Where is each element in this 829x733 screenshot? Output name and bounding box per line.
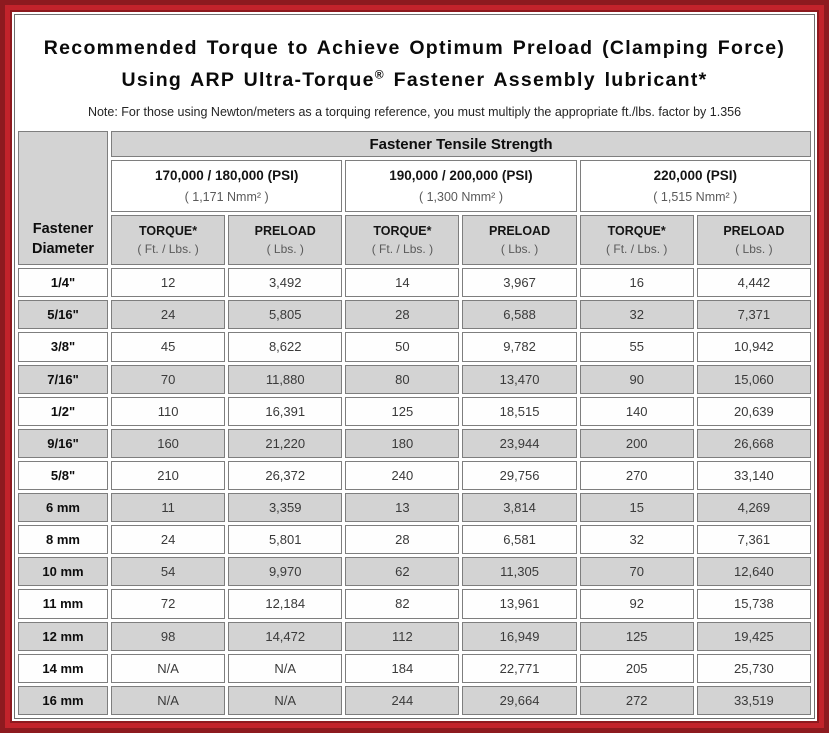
table-row bbox=[18, 622, 811, 651]
torque-value-cell: 80 bbox=[345, 365, 459, 394]
fastener-diameter-cell: 14 mm bbox=[18, 654, 108, 683]
preload-value-cell: 10,942 bbox=[697, 332, 811, 361]
torque-value-cell: 24 bbox=[111, 300, 225, 329]
fastener-diameter-cell: 7/16" bbox=[18, 365, 108, 394]
title-line2-text-cont: Fastener Assembly lubricant* bbox=[384, 68, 708, 91]
table-row bbox=[18, 525, 811, 554]
fastener-diameter-cell: 11 mm bbox=[18, 589, 108, 618]
preload-value-cell: 25,730 bbox=[697, 654, 811, 683]
preload-value-cell: 15,738 bbox=[697, 589, 811, 618]
fastener-diameter-cell: 8 mm bbox=[18, 525, 108, 554]
torque-value-cell: 55 bbox=[580, 332, 694, 361]
torque-column-header bbox=[111, 215, 225, 265]
preload-unit: ( Lbs. ) bbox=[266, 242, 304, 257]
preload-value-cell: 26,668 bbox=[697, 429, 811, 458]
torque-value-cell: 50 bbox=[345, 332, 459, 361]
preload-column-header bbox=[697, 215, 811, 265]
torque-table-wrapper bbox=[15, 128, 814, 718]
preload-value-cell: 3,967 bbox=[462, 268, 576, 297]
torque-value-cell: 98 bbox=[111, 622, 225, 651]
preload-value-cell: 26,372 bbox=[228, 461, 342, 490]
preload-value-cell: 12,640 bbox=[697, 557, 811, 586]
header-row-tensile bbox=[18, 131, 811, 157]
preload-value-cell: 12,184 bbox=[228, 589, 342, 618]
table-row bbox=[18, 397, 811, 426]
psi-group-3-value: 220,000 (PSI) bbox=[653, 168, 737, 184]
preload-value-cell: 16,949 bbox=[462, 622, 576, 651]
preload-label: PRELOAD bbox=[254, 224, 316, 239]
preload-value-cell: 5,805 bbox=[228, 300, 342, 329]
torque-value-cell: 125 bbox=[580, 622, 694, 651]
torque-value-cell: 90 bbox=[580, 365, 694, 394]
torque-value-cell: 272 bbox=[580, 686, 694, 715]
torque-value-cell: 70 bbox=[111, 365, 225, 394]
torque-value-cell: 28 bbox=[345, 300, 459, 329]
torque-value-cell: 45 bbox=[111, 332, 225, 361]
page-title-line2 bbox=[15, 65, 814, 97]
psi-group-1-value: 170,000 / 180,000 (PSI) bbox=[154, 168, 299, 184]
preload-value-cell: 13,470 bbox=[462, 365, 576, 394]
preload-unit: ( Lbs. ) bbox=[500, 242, 539, 257]
fastener-diameter-header-line1: Fastener bbox=[32, 221, 94, 238]
torque-value-cell: 92 bbox=[580, 589, 694, 618]
torque-unit: ( Ft. / Lbs. ) bbox=[137, 242, 199, 257]
torque-label: TORQUE* bbox=[139, 224, 198, 239]
psi-group-2-metric: ( 1,300 Nmm² ) bbox=[418, 190, 503, 205]
torque-column-header bbox=[580, 215, 694, 265]
preload-value-cell: 20,639 bbox=[697, 397, 811, 426]
header-row-subcolumns bbox=[18, 215, 811, 265]
preload-column-header bbox=[228, 215, 342, 265]
torque-value-cell: 54 bbox=[111, 557, 225, 586]
table-row bbox=[18, 654, 811, 683]
torque-value-cell: 210 bbox=[111, 461, 225, 490]
table-row bbox=[18, 589, 811, 618]
preload-value-cell: 15,060 bbox=[697, 365, 811, 394]
torque-value-cell: 12 bbox=[111, 268, 225, 297]
preload-value-cell: 4,442 bbox=[697, 268, 811, 297]
table-row bbox=[18, 332, 811, 361]
preload-value-cell: 6,588 bbox=[462, 300, 576, 329]
preload-value-cell: 16,391 bbox=[228, 397, 342, 426]
page-title-line1: Recommended Torque to Achieve Optimum Preload (Clamping Force) bbox=[43, 37, 786, 59]
torque-value-cell: 184 bbox=[345, 654, 459, 683]
preload-value-cell: 29,756 bbox=[462, 461, 576, 490]
torque-value-cell: 24 bbox=[111, 525, 225, 554]
torque-value-cell: 11 bbox=[111, 493, 225, 522]
torque-value-cell: 15 bbox=[580, 493, 694, 522]
preload-value-cell: 5,801 bbox=[228, 525, 342, 554]
fastener-diameter-header bbox=[18, 131, 108, 265]
fastener-diameter-cell: 9/16" bbox=[18, 429, 108, 458]
preload-value-cell: N/A bbox=[228, 654, 342, 683]
preload-value-cell: 33,140 bbox=[697, 461, 811, 490]
table-row bbox=[18, 300, 811, 329]
torque-value-cell: 110 bbox=[111, 397, 225, 426]
fastener-diameter-cell: 10 mm bbox=[18, 557, 108, 586]
torque-value-cell: 70 bbox=[580, 557, 694, 586]
psi-group-3-header bbox=[580, 160, 811, 212]
fastener-diameter-cell: 1/2" bbox=[18, 397, 108, 426]
preload-value-cell: 14,472 bbox=[228, 622, 342, 651]
torque-value-cell: N/A bbox=[111, 654, 225, 683]
fastener-diameter-header-line2: Diameter bbox=[31, 240, 95, 257]
preload-unit: ( Lbs. ) bbox=[735, 242, 773, 257]
conversion-note: Note: For those using Newton/meters as a torquing reference, you must multiply the appropriate ft./lbs. factor by 1.356 bbox=[87, 105, 742, 120]
preload-value-cell: 4,269 bbox=[697, 493, 811, 522]
fastener-diameter-cell: 1/4" bbox=[18, 268, 108, 297]
table-row bbox=[18, 429, 811, 458]
tensile-strength-header: Fastener Tensile Strength bbox=[111, 131, 811, 157]
preload-label: PRELOAD bbox=[723, 224, 785, 239]
registered-trademark-symbol: ® bbox=[374, 67, 385, 82]
table-row bbox=[18, 686, 811, 715]
fastener-diameter-cell: 12 mm bbox=[18, 622, 108, 651]
torque-value-cell: 125 bbox=[345, 397, 459, 426]
fastener-diameter-cell: 3/8" bbox=[18, 332, 108, 361]
title-line2-text: Using ARP Ultra-Torque bbox=[121, 68, 375, 91]
torque-value-cell: N/A bbox=[111, 686, 225, 715]
preload-value-cell: 8,622 bbox=[228, 332, 342, 361]
table-row bbox=[18, 461, 811, 490]
title-block bbox=[15, 15, 814, 119]
torque-value-cell: 28 bbox=[345, 525, 459, 554]
torque-value-cell: 160 bbox=[111, 429, 225, 458]
preload-value-cell: 9,970 bbox=[228, 557, 342, 586]
preload-value-cell: 3,492 bbox=[228, 268, 342, 297]
content-panel bbox=[14, 14, 815, 719]
preload-value-cell: 6,581 bbox=[462, 525, 576, 554]
torque-value-cell: 140 bbox=[580, 397, 694, 426]
torque-unit: ( Ft. / Lbs. ) bbox=[606, 242, 668, 257]
torque-value-cell: 16 bbox=[580, 268, 694, 297]
torque-table bbox=[15, 128, 814, 718]
preload-value-cell: N/A bbox=[228, 686, 342, 715]
torque-label: TORQUE* bbox=[373, 224, 432, 239]
preload-value-cell: 7,361 bbox=[697, 525, 811, 554]
preload-label: PRELOAD bbox=[488, 224, 551, 239]
preload-value-cell: 33,519 bbox=[697, 686, 811, 715]
torque-value-cell: 270 bbox=[580, 461, 694, 490]
preload-column-header bbox=[462, 215, 576, 265]
preload-value-cell: 19,425 bbox=[697, 622, 811, 651]
preload-value-cell: 3,359 bbox=[228, 493, 342, 522]
torque-unit: ( Ft. / Lbs. ) bbox=[371, 242, 434, 257]
torque-value-cell: 13 bbox=[345, 493, 459, 522]
preload-value-cell: 9,782 bbox=[462, 332, 576, 361]
torque-value-cell: 244 bbox=[345, 686, 459, 715]
torque-value-cell: 112 bbox=[345, 622, 459, 651]
preload-value-cell: 21,220 bbox=[228, 429, 342, 458]
preload-value-cell: 13,961 bbox=[462, 589, 576, 618]
torque-value-cell: 240 bbox=[345, 461, 459, 490]
torque-value-cell: 82 bbox=[345, 589, 459, 618]
preload-value-cell: 11,880 bbox=[228, 365, 342, 394]
preload-value-cell: 22,771 bbox=[462, 654, 576, 683]
preload-value-cell: 7,371 bbox=[697, 300, 811, 329]
fastener-diameter-cell: 6 mm bbox=[18, 493, 108, 522]
fastener-diameter-cell: 16 mm bbox=[18, 686, 108, 715]
preload-value-cell: 23,944 bbox=[462, 429, 576, 458]
fastener-diameter-cell: 5/16" bbox=[18, 300, 108, 329]
header-row-psi bbox=[18, 160, 811, 212]
preload-value-cell: 11,305 bbox=[462, 557, 576, 586]
table-row bbox=[18, 365, 811, 394]
table-row bbox=[18, 557, 811, 586]
preload-value-cell: 18,515 bbox=[462, 397, 576, 426]
psi-group-1-metric: ( 1,171 Nmm² ) bbox=[184, 190, 269, 205]
torque-value-cell: 72 bbox=[111, 589, 225, 618]
psi-group-2-header bbox=[345, 160, 576, 212]
psi-group-2-value: 190,000 / 200,000 (PSI) bbox=[389, 168, 533, 184]
torque-value-cell: 180 bbox=[345, 429, 459, 458]
torque-label: TORQUE* bbox=[607, 224, 666, 239]
psi-group-3-metric: ( 1,515 Nmm² ) bbox=[653, 190, 738, 205]
fastener-diameter-cell: 5/8" bbox=[18, 461, 108, 490]
torque-value-cell: 32 bbox=[580, 525, 694, 554]
torque-value-cell: 14 bbox=[345, 268, 459, 297]
torque-value-cell: 32 bbox=[580, 300, 694, 329]
preload-value-cell: 3,814 bbox=[462, 493, 576, 522]
psi-group-1-header bbox=[111, 160, 342, 212]
torque-value-cell: 62 bbox=[345, 557, 459, 586]
table-row bbox=[18, 268, 811, 297]
torque-column-header bbox=[345, 215, 459, 265]
torque-value-cell: 205 bbox=[580, 654, 694, 683]
table-row bbox=[18, 493, 811, 522]
torque-value-cell: 200 bbox=[580, 429, 694, 458]
preload-value-cell: 29,664 bbox=[462, 686, 576, 715]
